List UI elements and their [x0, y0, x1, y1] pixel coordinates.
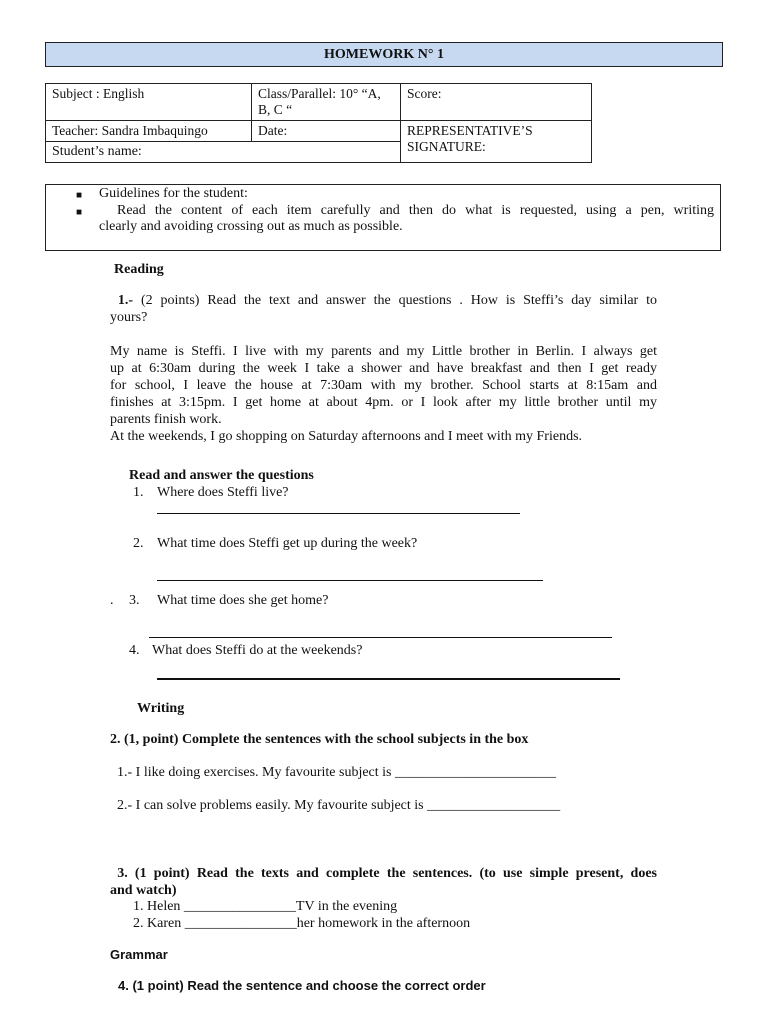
question-text: What does Steffi do at the weekends?: [152, 643, 363, 658]
question-text: What time does Steffi get up during the week?: [157, 536, 418, 551]
date-label: Date:: [258, 123, 288, 138]
student-info-table: [45, 83, 592, 163]
q3-item-2: 2. Karen ________________her homework in the afternoon: [133, 916, 471, 931]
score-cell: [401, 84, 592, 121]
class-parallel-cell: [252, 84, 401, 121]
reading-passage: [110, 343, 657, 445]
q3-title-1: 3. (1 point) Read the texts and complete the sentences. (to use simple present, does: [117, 866, 657, 881]
passage-line: My name is Steffi. I live with my parents and my Little brother in Berlin. I always get: [110, 344, 657, 359]
score-label: Score:: [407, 86, 442, 101]
subject-cell: [46, 84, 252, 121]
passage-line: up at 6:30am during the week I take a shower and have breakfast and then I get ready: [110, 361, 657, 376]
question-1: [110, 292, 657, 326]
signature-label-1: REPRESENTATIVE’S: [407, 123, 533, 138]
answer-line[interactable]: [157, 513, 520, 514]
answer-line[interactable]: [157, 580, 543, 581]
passage-line: parents finish work.: [110, 412, 222, 427]
q3-title: [110, 865, 657, 899]
q2-item-2: 2.- I can solve problems easily. My favourite subject is ___________________: [117, 798, 561, 813]
answer-line[interactable]: [149, 637, 612, 638]
date-cell: [252, 121, 401, 142]
question-text: Where does Steffi live?: [157, 485, 289, 500]
reading-section-title: Reading: [114, 262, 164, 277]
q1-text-1: (2 points) Read the text and answer the questions . How is Steffi’s day similar to: [140, 293, 657, 308]
subject-label: Subject : English: [52, 86, 145, 101]
questions-title: Read and answer the questions: [129, 468, 314, 483]
signature-cell: [401, 121, 592, 163]
q4-title: 4. (1 point) Read the sentence and choose the correct order: [118, 978, 486, 993]
guidelines-box: [45, 184, 721, 251]
passage-line: for school, I leave the house at 7:30am with my brother. School starts at 8:15am and: [110, 378, 657, 393]
bullet-icon: ■: [76, 207, 83, 218]
teacher-label: Teacher: Sandra Imbaquingo: [52, 123, 208, 138]
class-parallel-label-1: Class/Parallel: 10° “A,: [258, 86, 381, 101]
q2-title: 2. (1, point) Complete the sentences with the school subjects in the box: [110, 732, 529, 747]
question-prefix: .: [110, 593, 114, 608]
q2-item-1: 1.- I like doing exercises. My favourite subject is _______________________: [117, 765, 556, 780]
question-number: 3.: [129, 593, 140, 608]
q3-item-1: 1. Helen ________________TV in the evening: [133, 899, 398, 914]
class-parallel-label-2: B, C “: [258, 102, 293, 117]
signature-label-2: SIGNATURE:: [407, 139, 486, 154]
q3-title-2: and watch): [110, 883, 177, 898]
guidelines-instruction-1: Read the content of each item carefully and then do what is requested, using a pen, writing: [117, 203, 714, 218]
question-number: 4.: [129, 643, 140, 658]
q1-text-2: yours?: [110, 310, 148, 325]
q1-number: 1.-: [117, 293, 134, 308]
question-text: What time does she get home?: [157, 593, 329, 608]
writing-section-title: Writing: [137, 701, 185, 716]
bullet-icon: ■: [76, 190, 83, 201]
teacher-cell: [46, 121, 252, 142]
guidelines-instruction-2: clearly and avoiding crossing out as much as possible.: [99, 219, 403, 234]
student-name-label: Student’s name:: [52, 144, 142, 159]
question-number: 1.: [133, 485, 144, 500]
page-title: HOMEWORK N° 1: [45, 42, 723, 67]
passage-line: finishes at 3:15pm. I get home at about 4pm. or I look after my little brother until my: [110, 395, 657, 410]
student-name-cell: [46, 142, 401, 163]
guidelines-heading: Guidelines for the student:: [99, 186, 248, 201]
question-number: 2.: [133, 536, 144, 551]
passage-line: At the weekends, I go shopping on Saturday afternoons and I meet with my Friends.: [110, 429, 583, 444]
grammar-section-title: Grammar: [110, 947, 168, 962]
answer-line[interactable]: [157, 678, 620, 680]
